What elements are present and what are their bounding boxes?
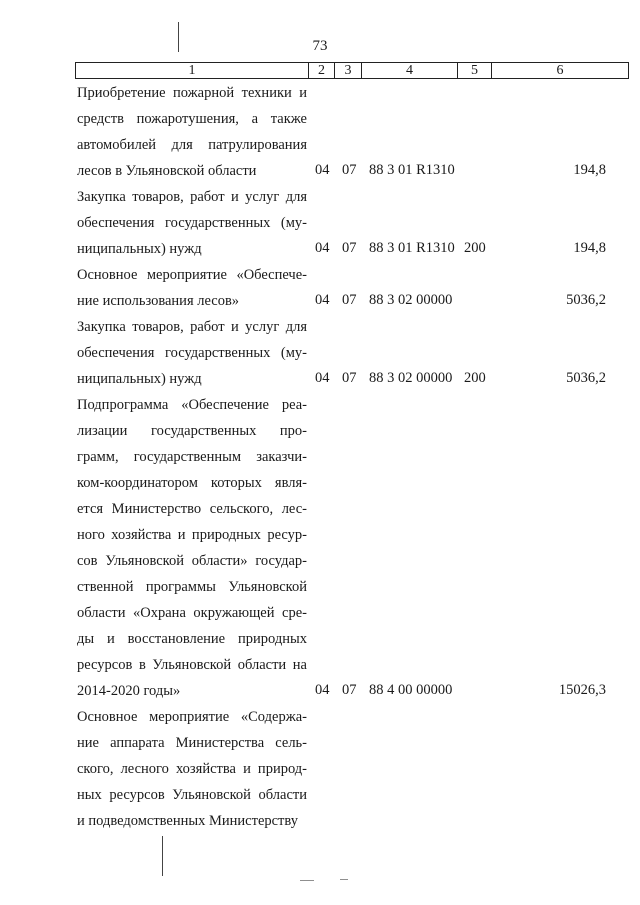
description-line: ние аппарата Министерства сель- [77,735,307,751]
description-line: ственной программы Ульяновской [77,579,307,595]
row-description [77,184,307,262]
description-line: 2014-2020 годы» [77,683,181,699]
description-line: Закупка товаров, работ и услуг для [77,189,307,205]
expense-kind-code: 200 [464,240,486,256]
table-row [0,704,640,834]
description-line: лесов в Ульяновской области [77,163,257,179]
description-line: ком-координатором которых явля- [77,475,307,491]
description-line: ниципальных) нужд [77,241,202,257]
row-description [77,262,307,314]
description-line: грамм, государственным заказчи- [77,449,307,465]
scan-artifact [340,879,348,880]
header-col-6: 6 [556,63,564,78]
description-line: Закупка товаров, работ и услуг для [77,319,307,335]
table-row [0,392,640,704]
subsection-code: 07 [342,240,357,256]
description-line: Основное мероприятие «Содержа- [77,709,307,725]
description-line: и подведомственных Министерству [77,813,298,829]
subsection-code: 07 [342,292,357,308]
description-line: ного хозяйства и природных ресур- [77,527,307,543]
expense-kind-code: 200 [464,370,486,386]
description-line: ниципальных) нужд [77,371,202,387]
target-article-code: 88 3 01 R1310 [369,240,455,256]
subsection-code: 07 [342,370,357,386]
header-col-3: 3 [335,63,362,78]
header-col-5: 5 [458,63,492,78]
row-description [77,704,307,834]
page-number: 73 [312,38,328,54]
section-code: 04 [315,240,330,256]
amount-value: 194,8 [573,162,606,178]
scan-artifact [178,22,179,52]
description-line: автомобилей для патрулирования [77,137,307,153]
description-line: Приобретение пожарной техники и [77,85,307,101]
header-col-2: 2 [309,63,335,78]
description-line: ных ресурсов Ульяновской области [77,787,307,803]
target-article-code: 88 4 00 00000 [369,682,453,698]
section-code: 04 [315,292,330,308]
target-article-code: 88 3 01 R1310 [369,162,455,178]
description-line: Подпрограмма «Обеспечение реа- [77,397,307,413]
section-code: 04 [315,370,330,386]
description-line: обеспечения государственных (му- [77,215,307,231]
row-description [77,80,307,184]
table-row [0,262,640,314]
description-line: обеспечения государственных (му- [77,345,307,361]
row-description [77,392,307,704]
description-line: ние использования лесов» [77,293,240,309]
scan-artifact [162,836,163,876]
table-row [0,80,640,184]
amount-value: 5036,2 [566,292,606,308]
description-line: сов Ульяновской области» государ- [77,553,307,569]
table-header [75,62,629,79]
table-row [0,314,640,392]
description-line: средств пожаротушения, а также [77,111,307,127]
description-line: лизации государственных про- [77,423,307,439]
scan-artifact [300,880,314,881]
amount-value: 5036,2 [566,370,606,386]
amount-value: 15026,3 [558,682,606,698]
description-line: ется Министерство сельского, лес- [77,501,307,517]
description-line: ды и восстановление природных [77,631,307,647]
target-article-code: 88 3 02 00000 [369,292,453,308]
row-description [77,314,307,392]
subsection-code: 07 [342,162,357,178]
header-col-4: 4 [362,63,458,78]
target-article-code: 88 3 02 00000 [369,370,453,386]
description-line: ресурсов в Ульяновской области на [77,657,307,673]
description-line: ского, лесного хозяйства и природ- [77,761,307,777]
description-line: Основное мероприятие «Обеспече- [77,267,307,283]
subsection-code: 07 [342,682,357,698]
header-col-1: 1 [76,63,309,78]
amount-value: 194,8 [573,240,606,256]
table-row [0,184,640,262]
section-code: 04 [315,162,330,178]
section-code: 04 [315,682,330,698]
description-line: области «Охрана окружающей сре- [77,605,307,621]
